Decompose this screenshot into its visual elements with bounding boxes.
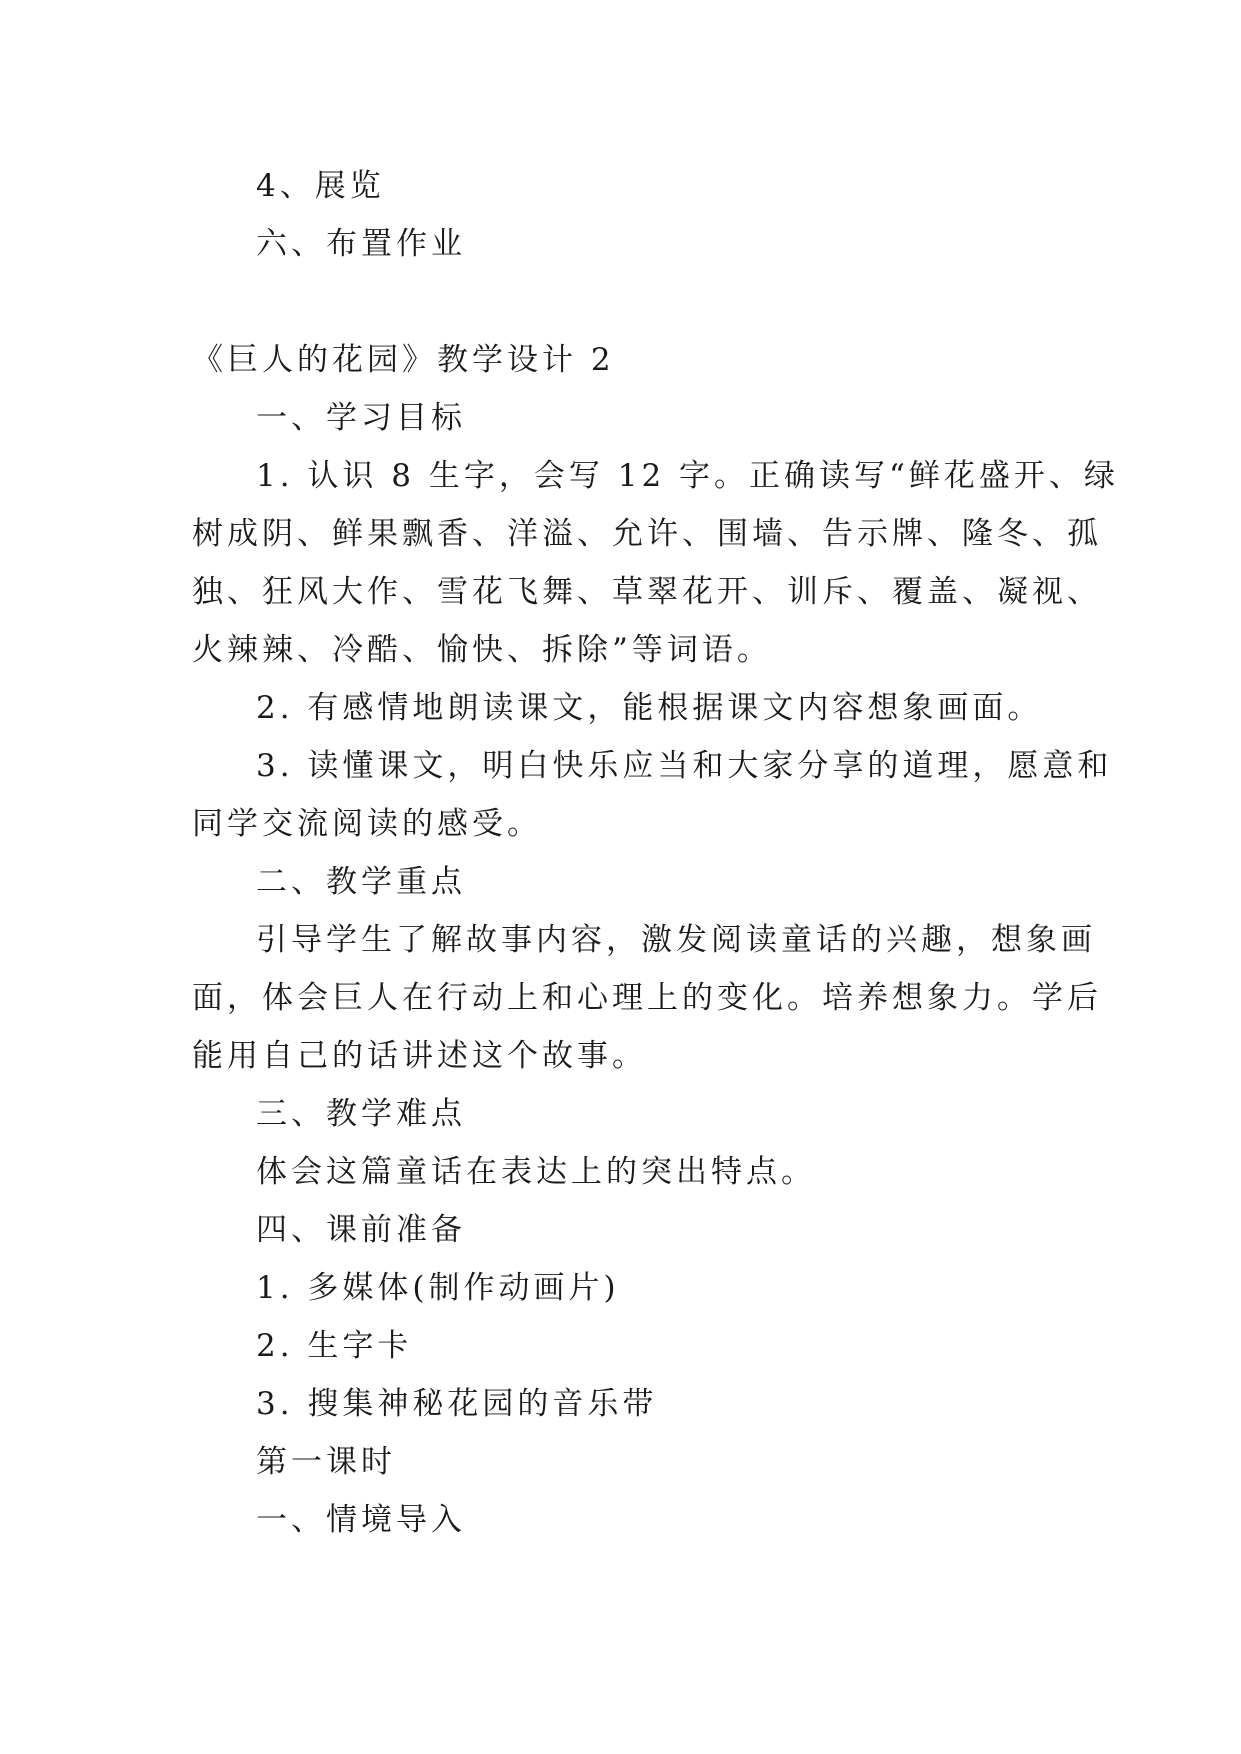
list-item: 3. 搜集神秘花园的音乐带 [256, 1386, 658, 1422]
paragraph-line: 面，体会巨人在行动上和心理上的变化。培养想象力。学后 [192, 980, 1102, 1016]
paragraph-line: 能用自己的话讲述这个故事。 [192, 1038, 647, 1074]
section-heading-key-points: 二、教学重点 [256, 864, 466, 900]
lesson-heading: 第一课时 [256, 1444, 396, 1480]
paragraph-line: 树成阴、鲜果飘香、洋溢、允许、围墙、告示牌、隆冬、孤 [192, 516, 1102, 552]
paragraph-line: 体会这篇童话在表达上的突出特点。 [256, 1154, 816, 1190]
document-page [192, 0, 1119, 1754]
paragraph-line: 3. 读懂课文，明白快乐应当和大家分享的道理，愿意和 [256, 748, 1113, 784]
paragraph-line: 1. 认识 8 生字，会写 12 字。正确读写“鲜花盛开、绿 [256, 458, 1119, 494]
section-heading-intro: 一、情境导入 [256, 1502, 466, 1538]
list-item: 1. 多媒体(制作动画片) [256, 1270, 620, 1306]
section-heading-difficulties: 三、教学难点 [256, 1096, 466, 1132]
document-title: 《巨人的花园》教学设计 2 [192, 342, 615, 378]
section-item-exhibition: 4、展览 [256, 168, 385, 204]
section-heading-goals: 一、学习目标 [256, 400, 466, 436]
section-heading-homework: 六、布置作业 [256, 226, 466, 262]
paragraph-line: 同学交流阅读的感受。 [192, 806, 542, 842]
paragraph-line: 火辣辣、冷酷、愉快、拆除”等词语。 [192, 632, 772, 668]
paragraph-line: 2. 有感情地朗读课文，能根据课文内容想象画面。 [256, 690, 1043, 726]
section-heading-preparation: 四、课前准备 [256, 1212, 466, 1248]
paragraph-line: 独、狂风大作、雪花飞舞、草翠花开、训斥、覆盖、凝视、 [192, 574, 1102, 610]
paragraph-line: 引导学生了解故事内容，激发阅读童话的兴趣，想象画 [256, 922, 1096, 958]
list-item: 2. 生字卡 [256, 1328, 413, 1364]
